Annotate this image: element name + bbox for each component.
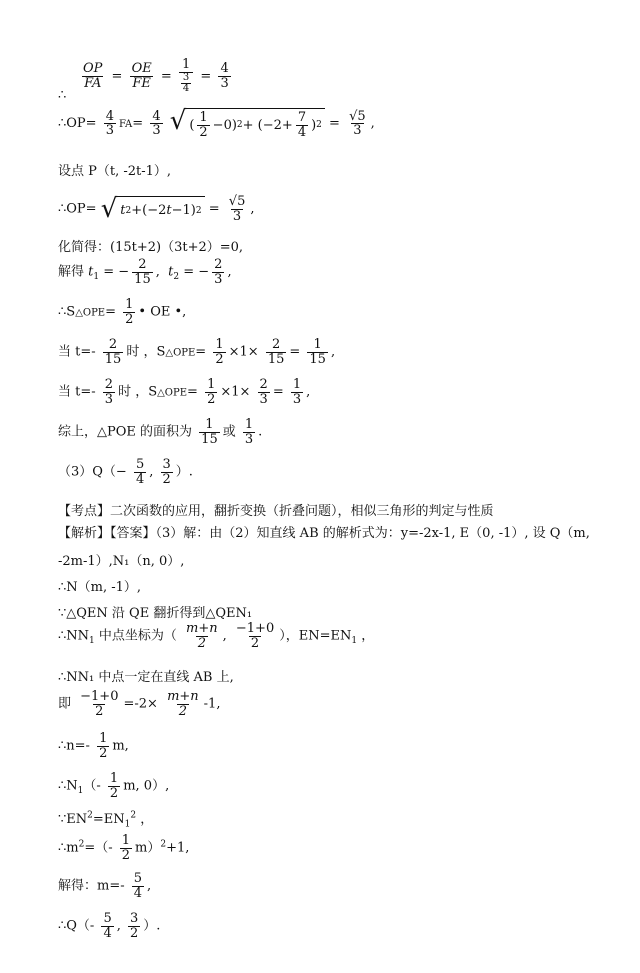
line-midpoint: $\therefore NN_1$ 中点坐标为（ $\frac{m+n}{2}$ , $\frac{-1+0}{2}$ ），$EN=EN_1$ ， [58, 621, 375, 651]
line-jiexi: 【解析】【答案】（3）解：由（2）知直线 AB 的解析式为：y=-2x-1, E（0, -1）, 设 Q（m, [58, 526, 590, 541]
line-m-value: 解得：m=- $\frac{5}{4}$ , [58, 871, 152, 901]
line-final-q: ∴Q（- $\frac{5}{4}$ , $\frac{3}{2}$ ）. [58, 911, 161, 941]
line-en-equal: $\because EN^2=EN_1^2$ ， [58, 810, 154, 830]
line-fold: ∵△QEN 沿 QE 翻折得到△QEN₁ [58, 606, 253, 621]
line-part3-answer: （3）Q（− $\frac{5}{4}$ , $\frac{3}{2}$ ）. [58, 457, 193, 487]
line-solutions-t: 解得 $t_1$ = − $\frac{2}{15}$ , $t_2$ = − $\frac{2}{3}$ , [58, 257, 232, 287]
line-kaodian: 【考点】二次函数的应用，翻折变换（折叠问题），相似三角形的判定与性质 [58, 504, 494, 519]
line-m-squared: $\therefore m^2=(-$ $\frac{1}{2}$ m）$^2$+1, [58, 833, 190, 863]
line-simplify: 化简得：(15t+2)（3t+2）=0, [58, 240, 244, 255]
line-conclusion-area: 综上，△POE 的面积为 $\frac{1}{15}$ 或 $\frac{1}{3}$ . [58, 417, 263, 447]
line-set-p: 设点 P（t, -2t-1）, [58, 164, 172, 179]
line-midpoint-on-ab: ∴NN₁ 中点一定在直线 AB 上, [58, 670, 234, 685]
line-case-2: 当 t=- $\frac{2}{3}$ 时 ，S△OPE= $\frac{1}{2}$ ×1× $\frac{2}{3}$ = $\frac{1}{3}$ , [58, 377, 311, 407]
line-q-n1: -2m-1）,N₁（n, 0）, [58, 554, 185, 569]
line-equation: 即 $\frac{-1+0}{2}$ =-2× $\frac{m+n}{2}$ -1, [58, 689, 221, 719]
line-ratio-equation: ∴ $\frac{OP}{FA}$ = $\frac{OE}{FE}$ = $\frac{1}{\frac{3}{4}}$ = $\frac{4}{3}$ [58, 57, 229, 103]
line-op-value: ∴OP= $\frac{4}{3}$ FA= $\frac{4}{3}$ √ ( $\frac{1}{2}$ −0) 2 + (−2+ $\frac{7}{4}$ ) 2 = $\frac{√5}{3}$ , [58, 106, 375, 140]
line-case-1: 当 t=- $\frac{2}{15}$ 时 ，S△OPE= $\frac{1}{2}$ ×1× $\frac{2}{15}$ = $\frac{1}{15}$ , [58, 337, 336, 367]
line-op-t: ∴OP= √ t 2 +(−2 t −1) 2 = $\frac{√5}{3}$ , [58, 194, 255, 225]
line-area-formula: ∴S△OPE= $\frac{1}{2}$ • OE •, [58, 297, 187, 327]
line-n-coords: ∴N（m, -1）, [58, 580, 142, 595]
line-n1-coords: $\therefore N_1(-$ $\frac{1}{2}$ m, 0）, [58, 771, 170, 801]
line-n-value: ∴n=- $\frac{1}{2}$ m, [58, 731, 129, 761]
